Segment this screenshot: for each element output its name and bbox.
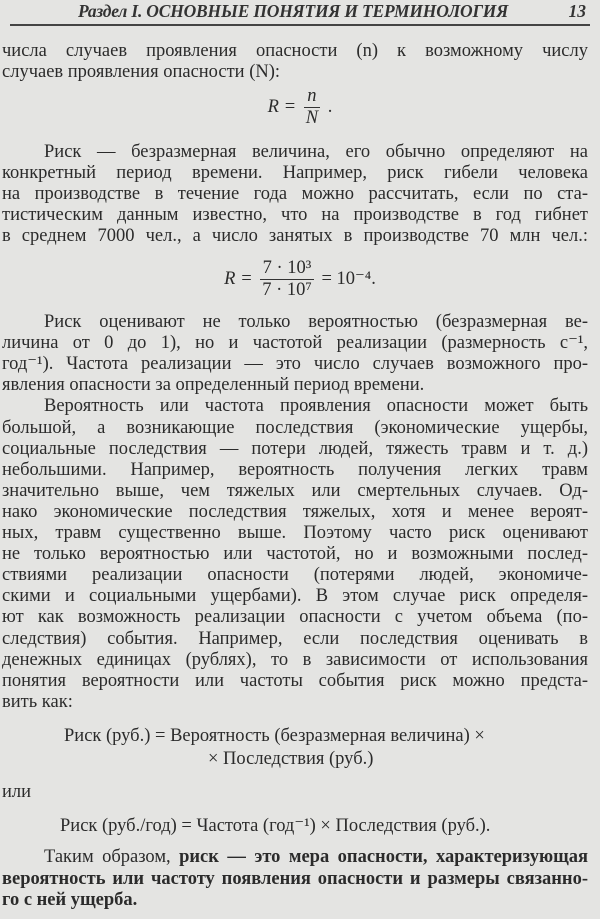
page-number: 13 (568, 1, 586, 21)
text-line: не только вероятностью или частотой, но и возможными послед- (2, 544, 588, 564)
fraction (304, 86, 320, 129)
text-line: конкретный период времени. Например, риск гибели человека (2, 163, 588, 183)
header-rule (10, 24, 590, 26)
text-line: ствиями реализации опасности (потерями людей, экономиче- (2, 565, 588, 585)
text-line: на производстве в течение года можно рассчитать, если по ста- (2, 184, 588, 204)
numerator: n (304, 86, 320, 108)
formula-risk-probability: Риск (руб.) = Вероятность (безразмерная величина) × (64, 726, 485, 746)
denominator: N (305, 108, 319, 128)
fraction (260, 258, 314, 301)
text-line: ных, травм существенно выше. Поэтому часто риск оценивают (2, 523, 588, 543)
text-line: год⁻¹). Частота реализации — это число случаев возможного про- (2, 354, 588, 374)
conclusion-bold: риск — это мера опасности, характеризующая (179, 847, 588, 867)
text-line: нако экономические последствия тяжелых, хотя и менее вероят- (2, 502, 588, 522)
text-line: тистическим данным известно, что на производстве в год гибнет (2, 205, 588, 225)
text-line: вить как: (2, 692, 73, 712)
formula-lhs: R = (224, 268, 253, 289)
text-line: явления опасности за определенный период времени. (2, 375, 425, 395)
or-word: или (2, 782, 32, 802)
text-line: понятия вероятности или частоты события риск можно предста- (2, 671, 588, 691)
text-line: скими и социальными ущербами). В этом случае риск определя- (2, 586, 588, 606)
text-line: небольшими. Например, вероятность получения легких травм (2, 460, 588, 480)
numerator: 7 · 10³ (260, 258, 314, 280)
conclusion-lead: Таким образом, (44, 847, 180, 867)
text-line: значительно выше, чем тяжелых или смертельных случаев. Од- (2, 481, 588, 501)
text-line: ют как возможность реализации опасности с учетом объема (по- (2, 607, 588, 627)
conclusion-line: вероятность или частоту появления опасности и размеры связанно- (2, 869, 588, 889)
text-line: следствия) события. Например, если последствия оценивать в (2, 629, 588, 649)
formula-risk-calc (0, 258, 600, 301)
text-line: социальные последствия — потери людей, тяжесть травм и т. д.) (2, 439, 588, 459)
formula-r-n-over-n (0, 86, 600, 129)
conclusion-line: го с ней ущерба. (2, 890, 138, 910)
formula-lhs: R = (267, 96, 297, 117)
running-header: Раздел I. ОСНОВНЫЕ ПОНЯТИЯ И ТЕРМИНОЛОГИЯ (78, 1, 509, 21)
text-line: в среднем 7000 чел., а число занятых в производстве 70 млн чел.: (2, 226, 588, 246)
formula-rhs: = 10⁻⁴. (321, 268, 376, 289)
text-line: Риск — безразмерная величина, его обычно определяют на (44, 142, 588, 162)
formula-end: . (327, 96, 333, 117)
formula-risk-frequency: Риск (руб./год) = Частота (год⁻¹) × Последствия (руб.). (60, 816, 491, 836)
formula-risk-probability-cont: × Последствия (руб.) (208, 749, 374, 769)
denominator: 7 · 10⁷ (262, 280, 312, 300)
text-line: большой, а возникающие последствия (экономические ущербы, (2, 418, 588, 438)
text-line: Вероятность или частота проявления опасности может быть (44, 396, 588, 416)
text-line: личина от 0 до 1), но и частотой реализации (размерность с⁻¹, (2, 333, 588, 353)
text-line: Риск оценивают не только вероятностью (безразмерная ве- (44, 312, 588, 332)
text-line: случаев проявления опасности (N): (2, 62, 281, 82)
text-line: числа случаев проявления опасности (n) к возможному числу (2, 41, 588, 61)
conclusion-line (44, 847, 588, 868)
text-line: денежных единицах (рублях), то в зависимости от использования (2, 650, 588, 670)
